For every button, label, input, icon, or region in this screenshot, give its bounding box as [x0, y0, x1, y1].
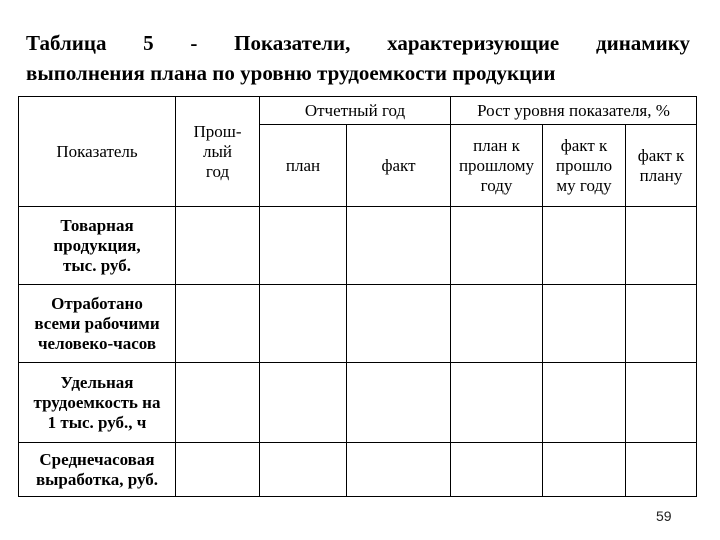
header-fact-to-plan: факт к плану: [626, 125, 697, 207]
table-cell: [543, 207, 626, 285]
table-cell: [626, 285, 697, 363]
header-fact: факт: [347, 125, 451, 207]
table-cell: [543, 363, 626, 443]
table-cell: [176, 207, 260, 285]
row-label: Удельная трудоемкость на 1 тыс. руб., ч: [19, 363, 176, 443]
table-cell: [176, 443, 260, 497]
header-reporting-year: Отчетный год: [260, 97, 451, 125]
table-cell: [451, 285, 543, 363]
table-cell: [347, 285, 451, 363]
table-cell: [260, 207, 347, 285]
table-cell: [543, 443, 626, 497]
row-label: Товарная продукция, тыс. руб.: [19, 207, 176, 285]
table-cell: [260, 285, 347, 363]
table-row: [19, 285, 697, 363]
table-title: [26, 28, 690, 88]
table-row: [19, 443, 697, 497]
header-plan-to-previous: план к прошлому году: [451, 125, 543, 207]
header-fact-to-previous: факт к прошло му году: [543, 125, 626, 207]
header-previous-year: Прош- лый год: [176, 97, 260, 207]
table-cell: [347, 363, 451, 443]
table-cell: [347, 443, 451, 497]
header-plan: план: [260, 125, 347, 207]
table-cell: [451, 207, 543, 285]
table-cell: [451, 443, 543, 497]
row-label: Отработано всеми рабочими человеко-часов: [19, 285, 176, 363]
table-cell: [626, 363, 697, 443]
table-row: [19, 363, 697, 443]
table-cell: [451, 363, 543, 443]
table-title-line-1: Таблица 5 - Показатели, характеризующие динамику: [26, 31, 690, 55]
table-cell: [347, 207, 451, 285]
table-cell: [626, 443, 697, 497]
table-cell: [176, 285, 260, 363]
table-cell: [543, 285, 626, 363]
table-cell: [176, 363, 260, 443]
table-cell: [260, 363, 347, 443]
page-number: 59: [656, 508, 672, 524]
table-row: [19, 207, 697, 285]
table-cell: [626, 207, 697, 285]
table-title-line-2: выполнения плана по уровню трудоемкости продукции: [26, 61, 556, 85]
table-cell: [260, 443, 347, 497]
row-label: Среднечасовая выработка, руб.: [19, 443, 176, 497]
indicators-table: [18, 96, 697, 497]
header-indicator: Показатель: [19, 97, 176, 207]
header-growth: Рост уровня показателя, %: [451, 97, 697, 125]
